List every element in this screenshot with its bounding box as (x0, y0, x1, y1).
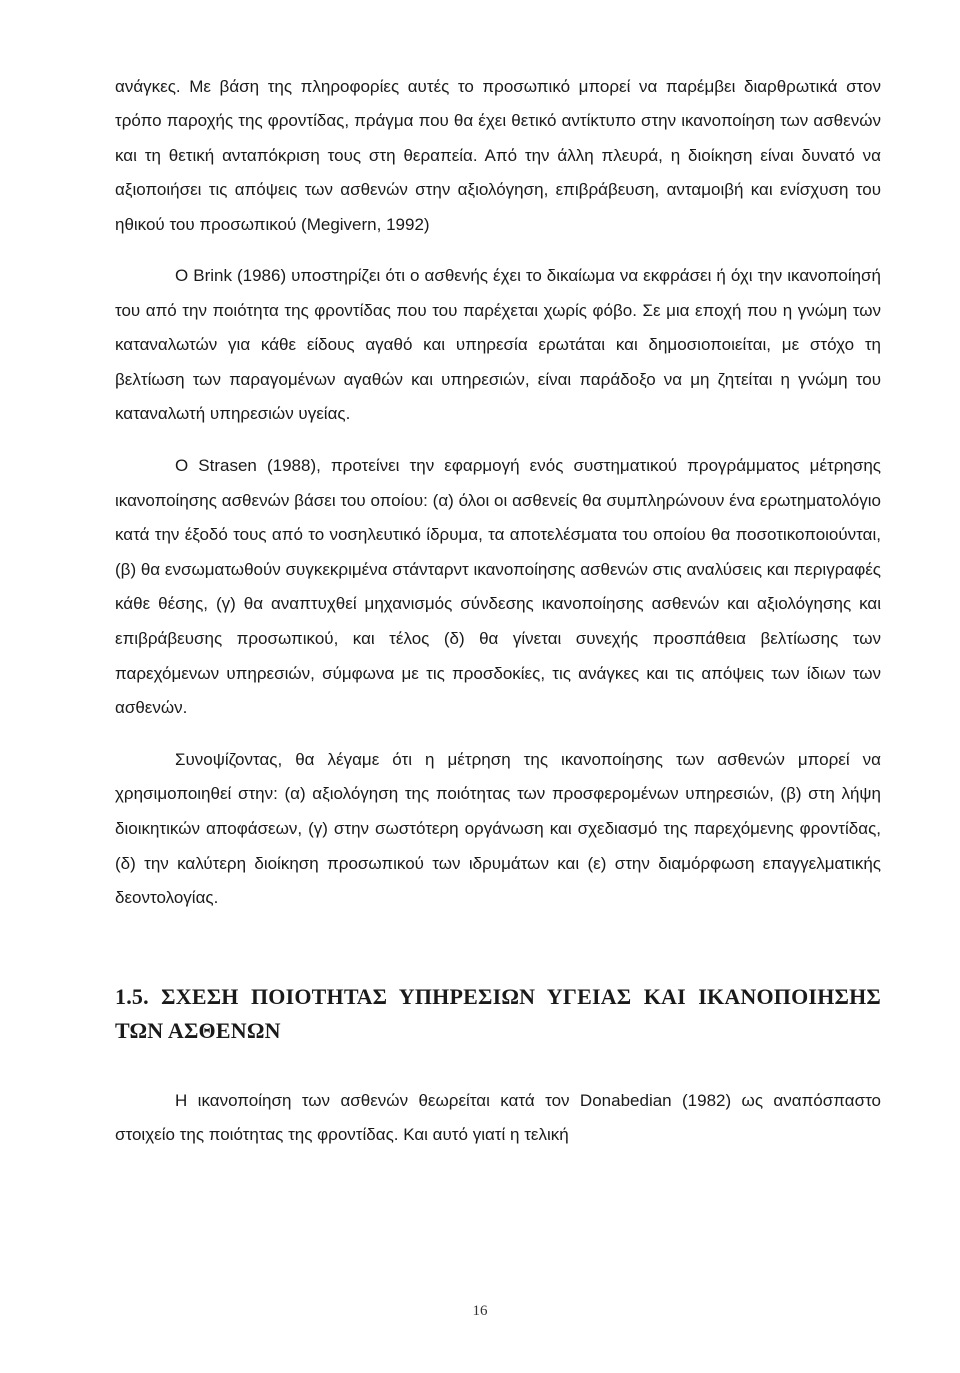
heading-gap (115, 1048, 881, 1084)
page-number: 16 (472, 1303, 488, 1319)
section-heading: 1.5. ΣΧΕΣΗ ΠΟΙΟΤΗΤΑΣ ΥΠΗΡΕΣΙΩΝ ΥΓΕΙΑΣ ΚΑΙ ΙΚΑΝΟΠΟΙΗΣΗΣ ΤΩΝ ΑΣΘΕΝΩΝ (115, 983, 881, 1043)
paragraph-gap (115, 432, 881, 449)
body-paragraph-4: Συνοψίζοντας, θα λέγαμε ότι η μέτρηση της ικανοποίησης των ασθενών μπορεί να χρησιμοποιηθεί στην: (α) αξιολόγηση της ποιότητας των προσφερομένων υπηρεσιών, (β) στη λήψη διοικητικών αποφάσεων, (γ) στην σωστότερη οργάνωση και σχεδιασμό της παρεχόμενης φροντίδας, (δ) την καλύτερη διοίκηση προσωπικού των ιδρυμάτων και (ε) στην διαμόρφωση επαγγελματικής δεοντολογίας. (115, 749, 881, 908)
paragraph-gap (115, 726, 881, 743)
body-paragraph-3: Ο Strasen (1988), προτείνει την εφαρμογή ενός συστηματικού προγράμματος μέτρησης ικανοποίησης ασθενών βάσει του οποίου: (α) όλοι οι ασθενείς θα συμπληρώνουν ένα ερωτηματολόγιο κατά την έξοδό τους από το νοσηλευτικό ίδρυμα, τα αποτελέσματα του οποίου θα ποσοτικοποιούνται, (β) θα ενσωματωθούν συγκεκριμένα στάνταρντ ικανοποίησης ασθενών στις αναλύσεις και περιγραφές κάθε θέσης, (γ) θα αναπτυχθεί μηχανισμός σύνδεσης ικανοποίησης ασθενών και αξιολόγησης και επιβράβευσης προσωπικού, και τέλος (δ) θα γίνεται συνεχής προσπάθεια βελτίωσης των παρεχόμενων υπηρεσιών, σύμφωνα με τις προσδοκίες, τις ανάγκες και τις απόψεις των ίδιων των ασθενών. (115, 456, 881, 718)
paragraph-gap (115, 242, 881, 259)
document-page (115, 70, 881, 1153)
body-paragraph-1: ανάγκες. Με βάση της πληροφορίες αυτές το προσωπικό μπορεί να παρέμβει διαρθρωτικά στον τρόπο παροχής της φροντίδας, πράγμα που θα έχει θετικό αντίκτυπο στην ικανοποίηση των ασθενών και τη θετική ανταπόκριση τους στη θεραπεία. Από την άλλη πλευρά, η διοίκηση είναι δυνατό να αξιοποιήσει τις απόψεις των ασθενών στην αξιολόγηση, επιβράβευση, ανταμοιβή και ενίσχυση του ηθικού του προσωπικού (Megivern, 1992) (115, 77, 881, 234)
section-gap (115, 916, 881, 980)
body-paragraph-2: Ο Brink (1986) υποστηρίζει ότι ο ασθενής έχει το δικαίωμα να εκφράσει ή όχι την ικανοποίησή του από την ποιότητα της φροντίδας που του παρέχεται χωρίς φόβο. Σε μια εποχή που η γνώμη των καταναλωτών για κάθε είδους αγαθό και υπηρεσία ερωτάται και δημοσιοποιείται, με στόχο τη βελτίωση των παραγομένων αγαθών και υπηρεσιών, είναι παράδοξο να μη ζητείται η γνώμη του καταναλωτή υπηρεσιών υγείας. (115, 266, 881, 424)
section-paragraph: Η ικανοποίηση των ασθενών θεωρείται κατά τον Donabedian (1982) ως αναπόσπαστο στοιχείο της ποιότητας της φροντίδας. Και αυτό γιατί η τελική (115, 1090, 881, 1145)
